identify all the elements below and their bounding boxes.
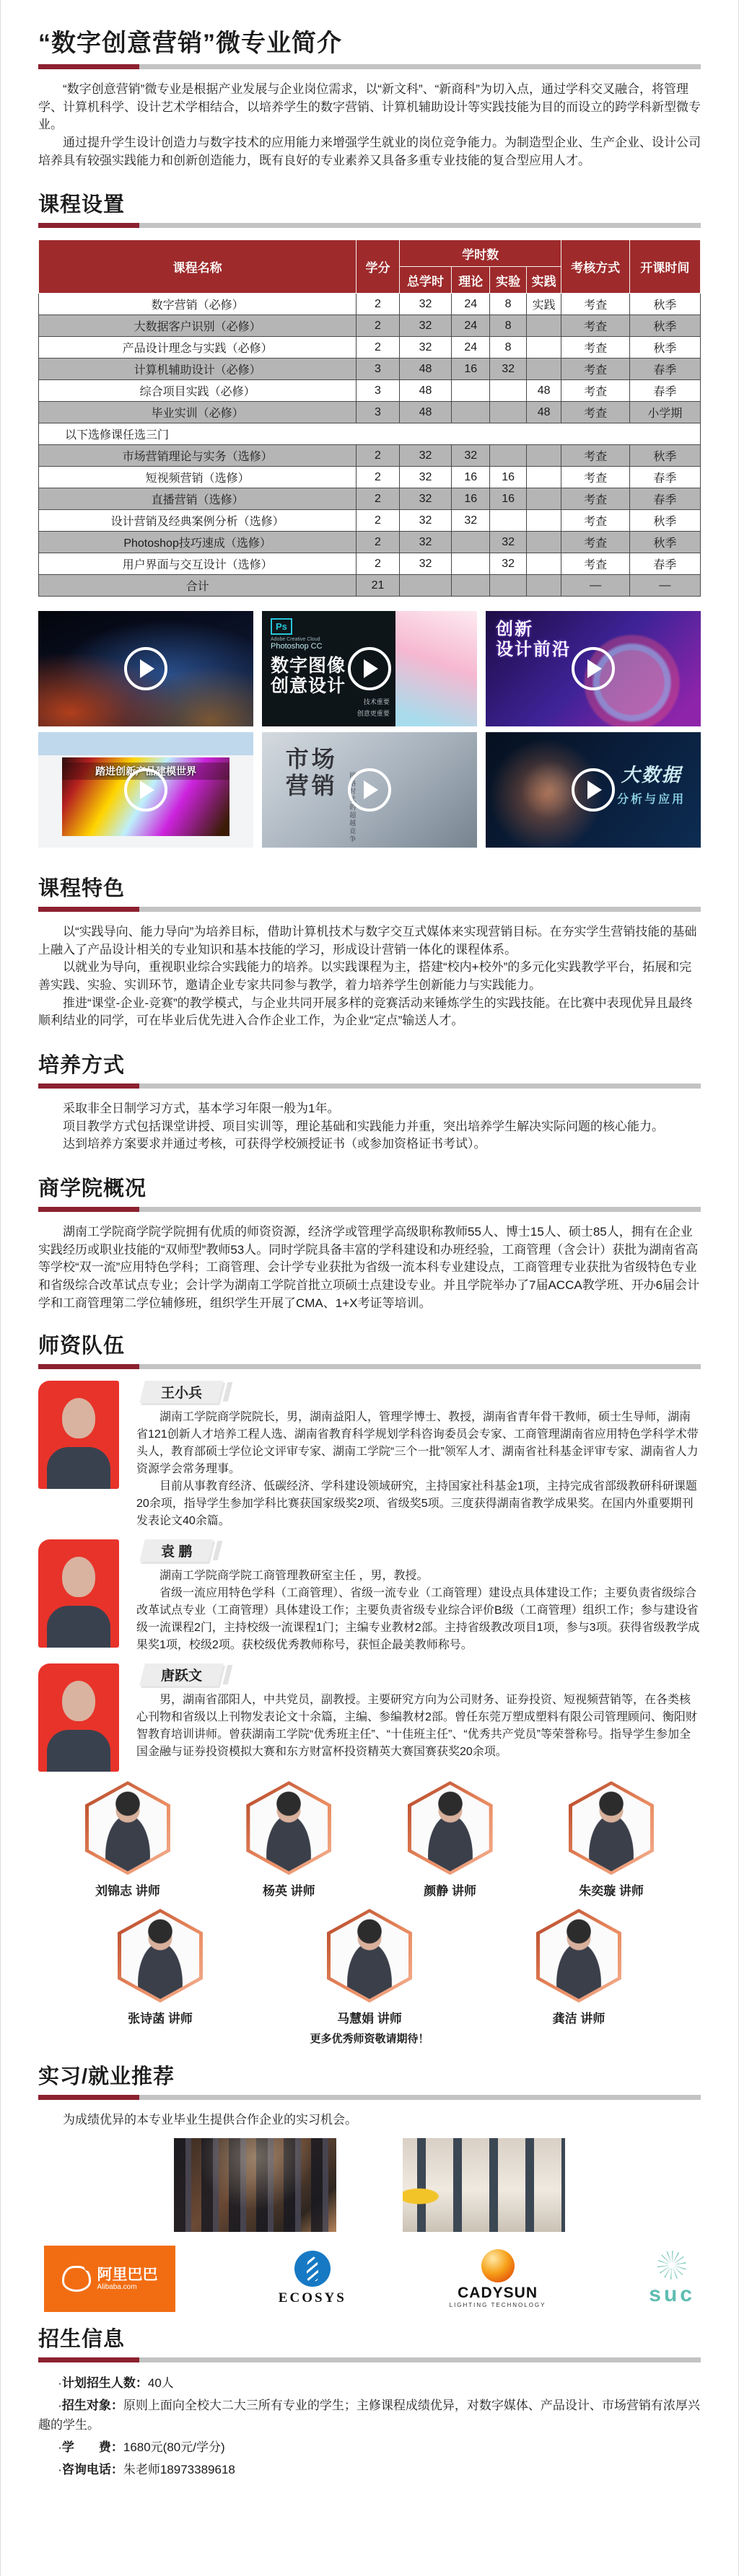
table-cell: 48 xyxy=(526,380,561,402)
section-title-admission: 招生信息 xyxy=(38,2327,126,2351)
teacher-card xyxy=(38,1663,701,1772)
table-cell xyxy=(526,467,561,488)
table-cell: 春季 xyxy=(629,359,700,380)
teacher-bio: 男，湖南省邵阳人，中共党员，副教授。主要研究方向为公司财务、证券投资、短视频营销等，在各类核心刊物和省级以上刊物发表论文十余篇，主编、参编教材2部。曾任东莞万塑成塑料有限公司管理顾问、衡阳财智教育培训讲师。曾获湖南工学院“优秀班主任”、“十佳班主任”、“优秀共产党员”等荣誉称号。指导学生参加全国金融与证券投资模拟大赛和东方财富杯投资精英大赛国赛获奖20余项。 xyxy=(136,1694,697,1759)
table-cell: 32 xyxy=(490,532,526,553)
section-title-school: 商学院概况 xyxy=(38,1177,147,1200)
lecturer-card xyxy=(554,1781,669,1899)
teacher-name-tag: 王小兵 xyxy=(139,1381,224,1403)
col-header-experiment: 实验 xyxy=(490,267,526,294)
lecturer-photo-hexagon xyxy=(118,1909,203,2003)
lecturer-card xyxy=(521,1909,637,2026)
table-cell: 16 xyxy=(452,467,490,488)
table-cell: 32 xyxy=(399,532,451,553)
lecturer-row-2 xyxy=(38,1909,701,2026)
lecturer-name: 马慧娟 讲师 xyxy=(337,2012,402,2026)
lecturer-name: 张诗菡 讲师 xyxy=(128,2012,193,2026)
table-cell: 3 xyxy=(357,402,400,423)
suc-starburst-icon xyxy=(657,2251,686,2280)
table-cell: 考查 xyxy=(561,359,629,380)
section-title-training: 培养方式 xyxy=(38,1054,126,1078)
section-divider xyxy=(38,1364,701,1369)
table-cell: 2 xyxy=(357,532,400,553)
play-icon[interactable] xyxy=(124,768,167,812)
table-cell: 考查 xyxy=(561,532,629,553)
table-cell: 考查 xyxy=(561,337,629,359)
table-cell: — xyxy=(561,575,629,597)
table-cell: — xyxy=(629,575,700,597)
table-cell: 8 xyxy=(490,315,526,337)
video-title: 创新 设计前沿 xyxy=(496,620,571,659)
intro-section xyxy=(38,81,701,170)
admission-item: ·计划招生人数：40人 xyxy=(58,2375,174,2390)
training-paragraph: 达到培养方案要求并通过考核，可获得学校颁授证书（或参加资格证书考试）。 xyxy=(63,1137,486,1151)
training-paragraph: 采取非全日制学习方式，基本学习年限一般为1年。 xyxy=(63,1102,340,1116)
table-cell: 直播营销（选修） xyxy=(39,488,357,510)
table-cell: 48 xyxy=(399,402,451,423)
play-icon[interactable] xyxy=(348,647,391,690)
section-title-courses: 课程设置 xyxy=(38,193,126,217)
table-cell: 32 xyxy=(490,553,526,575)
section-divider xyxy=(38,223,701,228)
col-header-name: 课程名称 xyxy=(39,240,357,294)
table-cell: 24 xyxy=(452,315,490,337)
video-thumbnail-marketing[interactable] xyxy=(262,732,477,848)
table-cell: 32 xyxy=(399,467,451,488)
table-cell xyxy=(526,359,561,380)
lecturer-name: 颜静 讲师 xyxy=(424,1884,477,1899)
table-cell: 32 xyxy=(452,510,490,532)
video-overlay-text: 技术重要 创意更重要 xyxy=(357,698,390,718)
table-cell xyxy=(452,532,490,553)
table-cell: 考查 xyxy=(561,294,629,315)
table-cell: 考查 xyxy=(561,510,629,532)
table-cell: 2 xyxy=(357,488,400,510)
teacher-photo xyxy=(38,1663,119,1772)
table-cell xyxy=(490,445,526,467)
ecosys-logo: ECOSYS xyxy=(279,2251,346,2306)
table-cell: 8 xyxy=(490,294,526,315)
table-cell: 2 xyxy=(357,467,400,488)
table-cell: 16 xyxy=(452,359,490,380)
teacher-bio: 省级一流应用特色学科（工商管理）、省级一流专业（工商管理）建设点具体建设工作；主要负责省级综合改革试点专业（工商管理）具体建设工作；主要负责省级专业综合评价B级（工商管理）组织工作；参与建设省级一流课程2门，主持校级一流课程1门；主编专业教材2部。主持省级教改项目1项，参与3项。获得省级教学成果奖1项，校级2项。获校级优秀教师称号，获恒企最美教师称号。 xyxy=(136,1587,700,1652)
course-table-body xyxy=(39,294,701,597)
features-paragraph: 以就业为导向，重视职业综合实践能力的培养。以实践课程为主，搭建“校内+校外”的多元化实践教学平台，拓展和完善实践、实验、实训环节，邀请企业专家共同参与教学，着力培养学生创新能力与实践能力。 xyxy=(38,960,692,993)
training-section xyxy=(38,1100,701,1153)
lecturer-card xyxy=(231,1781,346,1899)
photoshop-logo: Ps xyxy=(271,618,292,635)
alibaba-logo: 阿里巴巴 Alibaba.com xyxy=(44,2246,175,2312)
table-cell: 合计 xyxy=(39,575,357,597)
table-cell: 24 xyxy=(452,337,490,359)
features-paragraph: 以“实践导向、能力导向”为培养目标，借助计算机技术与数字交互式媒体来实现营销目标。在夯实学生营销技能的基础上融入了产品设计相关的专业知识和基本技能的学习，形成设计营销一体化的课程体系。 xyxy=(38,925,697,957)
cadysun-sun-icon xyxy=(481,2249,515,2282)
video-thumbnail-photoshop[interactable] xyxy=(262,611,477,726)
col-header-credit: 学分 xyxy=(357,240,400,294)
table-cell: 32 xyxy=(399,445,451,467)
intro-paragraph: “数字创意营销”微专业是根据产业发展与企业岗位需求，以“新文科”、“新商科”为切入点，通过学科交叉融合，将管理学、计算机科学、设计艺术学相结合，以培养学生的数字营销、计算机辅助设计等实践技能为目的而设立的跨学科新型微专业。 xyxy=(38,82,701,132)
video-title: 市场 营销 xyxy=(285,746,338,799)
admission-value: 朱老师18973389618 xyxy=(123,2463,235,2477)
table-cell: 秋季 xyxy=(629,337,700,359)
video-overlay-text: Adobe Creative Cloud xyxy=(271,637,320,643)
table-cell: 春季 xyxy=(629,467,700,488)
alibaba-smile-icon xyxy=(62,2266,91,2292)
features-section xyxy=(38,923,701,1030)
table-cell: 短视频营销（选修） xyxy=(39,467,357,488)
table-cell: 2 xyxy=(357,337,400,359)
section-divider xyxy=(38,64,701,69)
table-cell: 春季 xyxy=(629,488,700,510)
table-cell: 32 xyxy=(399,510,451,532)
table-cell: 2 xyxy=(357,315,400,337)
table-cell: 32 xyxy=(399,294,451,315)
internship-photo-1 xyxy=(174,2138,336,2232)
table-cell: 实践 xyxy=(526,294,561,315)
table-cell: 数字营销（必修） xyxy=(39,294,357,315)
table-cell: 以下选修课任选三门 xyxy=(39,423,701,445)
table-cell: 考查 xyxy=(561,380,629,402)
table-cell xyxy=(526,445,561,467)
lecturer-name: 龚洁 讲师 xyxy=(552,2012,605,2026)
table-cell: 秋季 xyxy=(629,294,700,315)
internship-photos xyxy=(38,2138,701,2232)
table-cell: 毕业实训（必修） xyxy=(39,402,357,423)
lecturer-card xyxy=(70,1781,185,1899)
table-cell: 大数据客户识别（必修） xyxy=(39,315,357,337)
teacher-photo xyxy=(38,1539,119,1648)
table-cell: 2 xyxy=(357,294,400,315)
video-grid xyxy=(38,611,701,848)
partner-logos xyxy=(38,2245,701,2313)
table-cell: 综合项目实践（必修） xyxy=(39,380,357,402)
school-section xyxy=(38,1223,701,1312)
admission-list xyxy=(38,2374,701,2480)
teacher-bio: 湖南工学院商学院院长，男，湖南益阳人，管理学博士、教授，湖南省青年骨干教师，硕士生导师，湖南省121创新人才培养工程人选、湖南省教育科学规划学科咨询委员会专家、工商管理湖南省应用特色学科学术带头人，教育部硕士学位论文评审专家、湖南工学院“三个一批”领军人才、湖南省社科基金评审专家、湖南省人力资源学会常务理事。 xyxy=(136,1411,699,1476)
col-header-practice: 实践 xyxy=(526,267,561,294)
faculty-note: 更多优秀师资敬请期待！ xyxy=(310,2033,429,2046)
table-cell: 产品设计理念与实践（必修） xyxy=(39,337,357,359)
teacher-list xyxy=(38,1381,701,1772)
table-cell: 32 xyxy=(399,488,451,510)
section-title-faculty: 师资队伍 xyxy=(38,1335,126,1358)
intro-paragraph: 通过提升学生设计创造力与数字技术的应用能力来增强学生就业的岗位竞争能力。为制造型企业、生产企业、设计公司培养具有较强实践能力和创新创造能力，既有良好的专业素养又具备多重专业技能的复合型应用人才。 xyxy=(38,135,701,167)
table-cell: 考查 xyxy=(561,553,629,575)
col-header-total: 总学时 xyxy=(399,267,451,294)
teacher-card xyxy=(38,1381,701,1530)
course-table xyxy=(38,239,701,597)
col-header-theory: 理论 xyxy=(452,267,490,294)
video-title: 大数据 分析与应用 xyxy=(617,763,686,806)
teacher-photo xyxy=(38,1381,119,1489)
video-title: 踏进创新产品建模世界 xyxy=(62,762,229,780)
lecturer-name: 朱奕璇 讲师 xyxy=(579,1884,644,1899)
table-cell: 秋季 xyxy=(629,510,700,532)
col-header-hours: 学时数 xyxy=(399,240,561,267)
table-cell xyxy=(452,553,490,575)
table-cell: 32 xyxy=(452,445,490,467)
table-cell: 21 xyxy=(357,575,400,597)
ecosys-leaf-icon xyxy=(294,2251,331,2287)
admission-label: 学 费： xyxy=(61,2440,123,2454)
play-icon[interactable] xyxy=(572,768,615,812)
table-cell xyxy=(526,315,561,337)
internship-paragraph: 为成绩优异的本专业毕业生提供合作企业的实习机会。 xyxy=(63,2113,357,2127)
table-cell xyxy=(526,532,561,553)
section-divider xyxy=(38,1207,701,1212)
table-cell xyxy=(526,488,561,510)
table-cell: 2 xyxy=(357,553,400,575)
table-cell: 48 xyxy=(399,359,451,380)
table-cell xyxy=(490,575,526,597)
table-cell xyxy=(452,402,490,423)
col-header-time: 开课时间 xyxy=(629,240,700,294)
lecturer-photo-hexagon xyxy=(327,1909,412,2003)
video-thumbnail-bigdata[interactable] xyxy=(486,732,701,848)
admission-item: ·招生对象：原则上面向全校大二大三所有专业的学生；主修课程成绩优异，对数字媒体、产品设计、市场营销有浓厚兴趣的学生。 xyxy=(38,2399,700,2432)
table-cell: 2 xyxy=(357,510,400,532)
internship-photo-2 xyxy=(403,2138,565,2232)
table-cell xyxy=(490,402,526,423)
table-cell xyxy=(490,380,526,402)
table-cell: 秋季 xyxy=(629,445,700,467)
table-cell: 16 xyxy=(490,488,526,510)
table-cell: 48 xyxy=(399,380,451,402)
page-title: “数字创意营销”微专业简介 xyxy=(38,30,342,57)
table-cell: 考查 xyxy=(561,445,629,467)
table-cell: 计算机辅助设计（必修） xyxy=(39,359,357,380)
features-paragraph: 推进“课堂-企业-竞赛”的教学模式，与企业共同开展多样的竞赛活动来锤炼学生的实践技能。在比赛中表现优异且最终顺利结业的同学，可在毕业后优先进入合作企业工作，为企业“定点”输送人才。 xyxy=(38,995,693,1028)
table-cell: 48 xyxy=(526,402,561,423)
suc-logo: suc xyxy=(649,2251,695,2307)
table-cell: 32 xyxy=(399,337,451,359)
play-icon[interactable] xyxy=(348,768,391,812)
admission-label: 计划招生人数： xyxy=(61,2375,148,2390)
section-divider xyxy=(38,1083,701,1089)
section-divider xyxy=(38,907,701,912)
table-cell: 24 xyxy=(452,294,490,315)
table-cell xyxy=(526,337,561,359)
table-cell: 设计营销及经典案例分析（选修） xyxy=(39,510,357,532)
table-cell xyxy=(526,553,561,575)
table-cell: 秋季 xyxy=(629,315,700,337)
video-thumbnail-innovation[interactable] xyxy=(486,611,701,726)
lecturer-photo-hexagon xyxy=(85,1781,170,1875)
section-divider xyxy=(38,2357,701,2362)
lecturer-photo-hexagon xyxy=(536,1909,621,2003)
lecturer-name: 刘锦志 讲师 xyxy=(95,1884,160,1899)
admission-item: ·咨询电话：朱老师18973389618 xyxy=(58,2463,235,2477)
table-cell: 32 xyxy=(399,553,451,575)
lecturer-name: 杨英 讲师 xyxy=(262,1884,315,1899)
table-cell: 用户界面与交互设计（选修） xyxy=(39,553,357,575)
table-cell xyxy=(490,510,526,532)
video-overlay-text: 网络时代的超越竞争 xyxy=(349,771,357,843)
training-paragraph: 项目教学方式包括课堂讲授、项目实训等，理论基础和实践能力并重，突出培养学生解决实际问题的核心能力。 xyxy=(63,1119,664,1133)
table-cell xyxy=(526,575,561,597)
lecturer-card xyxy=(312,1909,427,2026)
table-cell: 春季 xyxy=(629,380,700,402)
table-cell: 3 xyxy=(357,359,400,380)
video-overlay-text: Photoshop CC xyxy=(271,642,323,651)
teacher-bio: 湖南工学院商学院工商管理教研室主任 ，男，教授。 xyxy=(159,1570,429,1583)
table-cell xyxy=(452,575,490,597)
table-cell: 16 xyxy=(452,488,490,510)
teacher-card xyxy=(38,1539,701,1654)
lecturer-photo-hexagon xyxy=(246,1781,331,1875)
table-cell: 考查 xyxy=(561,315,629,337)
table-cell: 2 xyxy=(357,445,400,467)
school-paragraph: 湖南工学院商学院学院拥有优质的师资资源，经济学或管理学高级职称教师55人、博士15人、硕士85人，拥有在企业实践经历或职业技能的“双师型”教师53人。同时学院具备丰富的学科建设和办班经验，工商管理（含会计）获批为湖南省高等学校“双一流”应用特色学科；工商管理、会计学专业获批为省级一流本科专业建设点，工商管理专业获批为省级特色专业和省级综合改革试点专业；会计学为湖南工学院首批立项硕士点建设专业。并且学院举办了7届ACCA教学班、开办6届会计学和工商管理第二学位辅修班，组织学生开展了CMA、1+X考证等培训。 xyxy=(38,1224,700,1310)
table-cell: 32 xyxy=(490,359,526,380)
table-cell: 市场营销理论与实务（选修） xyxy=(39,445,357,467)
table-cell: 春季 xyxy=(629,553,700,575)
section-title-internship: 实习/就业推荐 xyxy=(38,2065,175,2089)
table-cell: 8 xyxy=(490,337,526,359)
cadysun-logo: CADYSUN LIGHTING TECHNOLOGY xyxy=(450,2249,546,2308)
teacher-name-tag: 唐跃文 xyxy=(139,1663,224,1686)
lecturer-card xyxy=(393,1781,508,1899)
video-thumbnail-modeling[interactable] xyxy=(38,732,253,848)
table-cell: 16 xyxy=(490,467,526,488)
video-thumbnail-camping[interactable] xyxy=(38,611,253,726)
teacher-bio: 目前从事教育经济、低碳经济、学科建设领域研究，主持国家社科基金1项，主持完成省部级教研科研课题20余项，指导学生参加学科比赛获国家级奖2项、省级奖5项。三度获得湖南省教学成果奖。在国内外重要期刊发表论文40余篇。 xyxy=(136,1480,697,1528)
table-cell: 3 xyxy=(357,380,400,402)
col-header-assessment: 考核方式 xyxy=(561,240,629,294)
table-cell: 考查 xyxy=(561,402,629,423)
lecturer-photo-hexagon xyxy=(569,1781,654,1875)
teacher-name-tag: 袁 鹏 xyxy=(139,1539,214,1562)
section-title-features: 课程特色 xyxy=(38,877,126,901)
play-icon[interactable] xyxy=(572,647,615,690)
table-cell xyxy=(452,380,490,402)
table-cell: 考查 xyxy=(561,488,629,510)
table-cell: 秋季 xyxy=(629,532,700,553)
section-divider xyxy=(38,2095,701,2100)
admission-label: 招生对象： xyxy=(61,2399,123,2413)
table-cell: 小学期 xyxy=(629,402,700,423)
admission-value: 40人 xyxy=(147,2375,174,2390)
lecturer-photo-hexagon xyxy=(408,1781,493,1875)
table-cell xyxy=(399,575,451,597)
lecturer-row-1 xyxy=(38,1781,701,1899)
admission-value: 原则上面向全校大二大三所有专业的学生；主修课程成绩优异，对数字媒体、产品设计、市场营销有浓厚兴趣的学生。 xyxy=(38,2399,700,2432)
admission-item: ·学 费：1680元(80元/学分) xyxy=(58,2440,225,2454)
table-cell: Photoshop技巧速成（选修） xyxy=(39,532,357,553)
lecturer-card xyxy=(102,1909,218,2026)
table-cell xyxy=(526,510,561,532)
table-cell: 32 xyxy=(399,315,451,337)
admission-value: 1680元(80元/学分) xyxy=(123,2440,225,2454)
table-cell: 考查 xyxy=(561,467,629,488)
play-icon[interactable] xyxy=(124,647,167,690)
admission-label: 咨询电话： xyxy=(61,2463,123,2477)
video-title: 数字图像 创意设计 xyxy=(271,656,346,696)
